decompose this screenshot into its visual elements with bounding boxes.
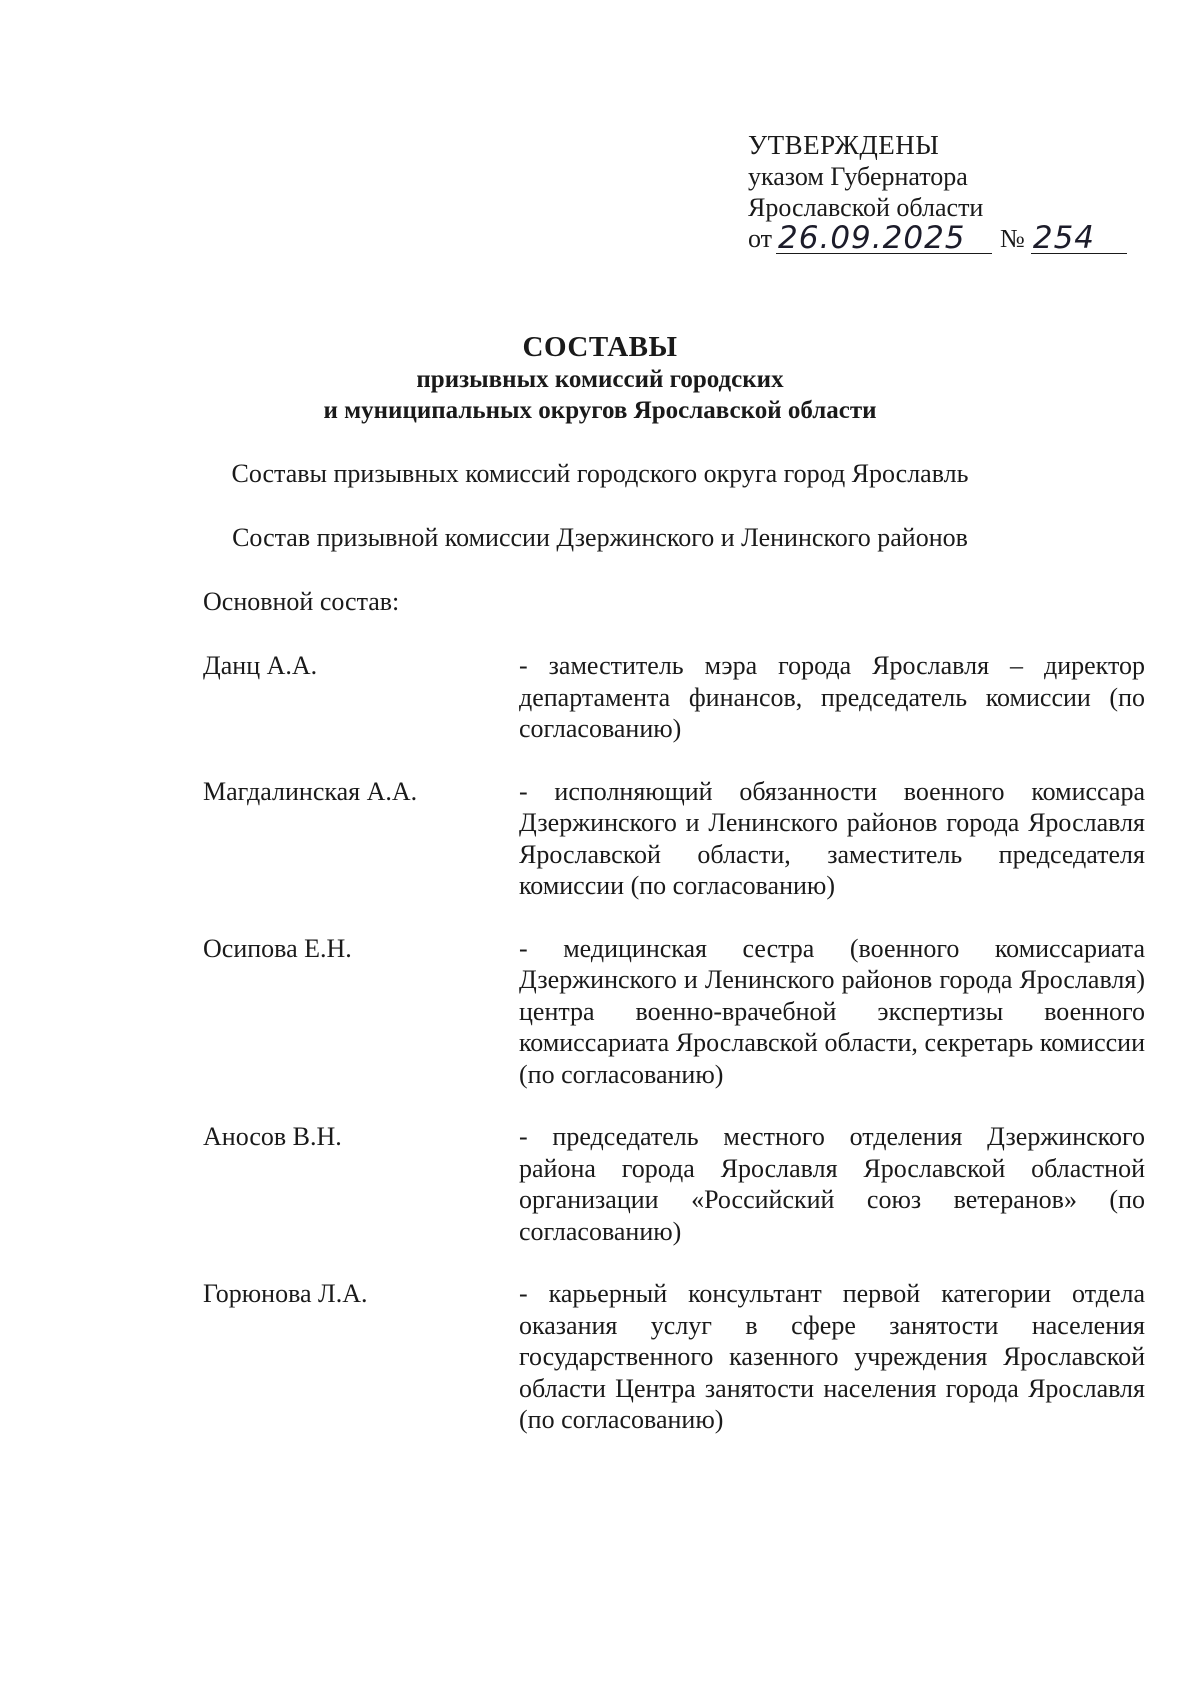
member-name: Данц А.А.: [203, 651, 318, 680]
member-role: - заместитель мэра города Ярославля – директор департамента финансов, председатель комиссии (по согласованию): [519, 651, 1145, 743]
handwritten-number: 254: [1031, 223, 1127, 254]
member-row: [203, 933, 1148, 1091]
member-row: [203, 1121, 1148, 1247]
document-title-line2: и муниципальных округов Ярославской области: [323, 397, 877, 424]
members-list: [203, 650, 1148, 1467]
member-row: [203, 1278, 1148, 1436]
number-sign: №: [1000, 224, 1025, 253]
approval-heading: УТВЕРЖДЕНЫ: [748, 130, 940, 160]
approval-line-region: Ярославской области: [748, 193, 984, 222]
member-name: Магдалинская А.А.: [203, 776, 418, 806]
composition-label: Основной состав:: [203, 587, 400, 616]
subsection-heading: Состав призывной комиссии Дзержинского и Ленинского районов: [232, 523, 968, 552]
document-title: СОСТАВЫ: [522, 331, 678, 363]
member-row: [203, 776, 1148, 902]
member-role: - председатель местного отделения Дзержинского района города Ярославля Ярославской областной организации «Российский союз ветеранов» (по согласованию): [519, 1122, 1145, 1246]
document-title-line1: призывных комиссий городских: [416, 366, 784, 393]
member-row: [203, 650, 1148, 745]
approval-stamp: [748, 130, 1127, 254]
section-heading: Составы призывных комиссий городского округа город Ярославль: [231, 459, 969, 488]
date-prefix: от: [748, 224, 773, 253]
approval-date-row: [748, 220, 1127, 256]
member-name: Аносов В.Н.: [203, 1122, 342, 1151]
handwritten-date: 26.09.2025: [776, 223, 992, 254]
document-title-block: [0, 330, 1200, 426]
approval-line-decree: указом Губернатора: [748, 162, 968, 191]
member-role: - исполняющий обязанности военного комиссара Дзержинского и Ленинского районов города Ярославля Ярославской области, заместитель председателя комиссии (по согласованию): [519, 776, 1145, 900]
member-name: Осипова Е.Н.: [203, 933, 352, 963]
member-name: Горюнова Л.А.: [203, 1279, 368, 1308]
member-role: - медицинская сестра (военного комиссариата Дзержинского и Ленинского районов города Ярославля) центра военно-врачебной экспертизы военного комиссариата Ярославской области, секретарь комиссии (по согласованию): [519, 933, 1145, 1089]
member-role: - карьерный консультант первой категории отдела оказания услуг в сфере занятости населения государственного казенного учреждения Ярославской области Центра занятости населения города Ярославля (по согласованию): [519, 1279, 1145, 1434]
